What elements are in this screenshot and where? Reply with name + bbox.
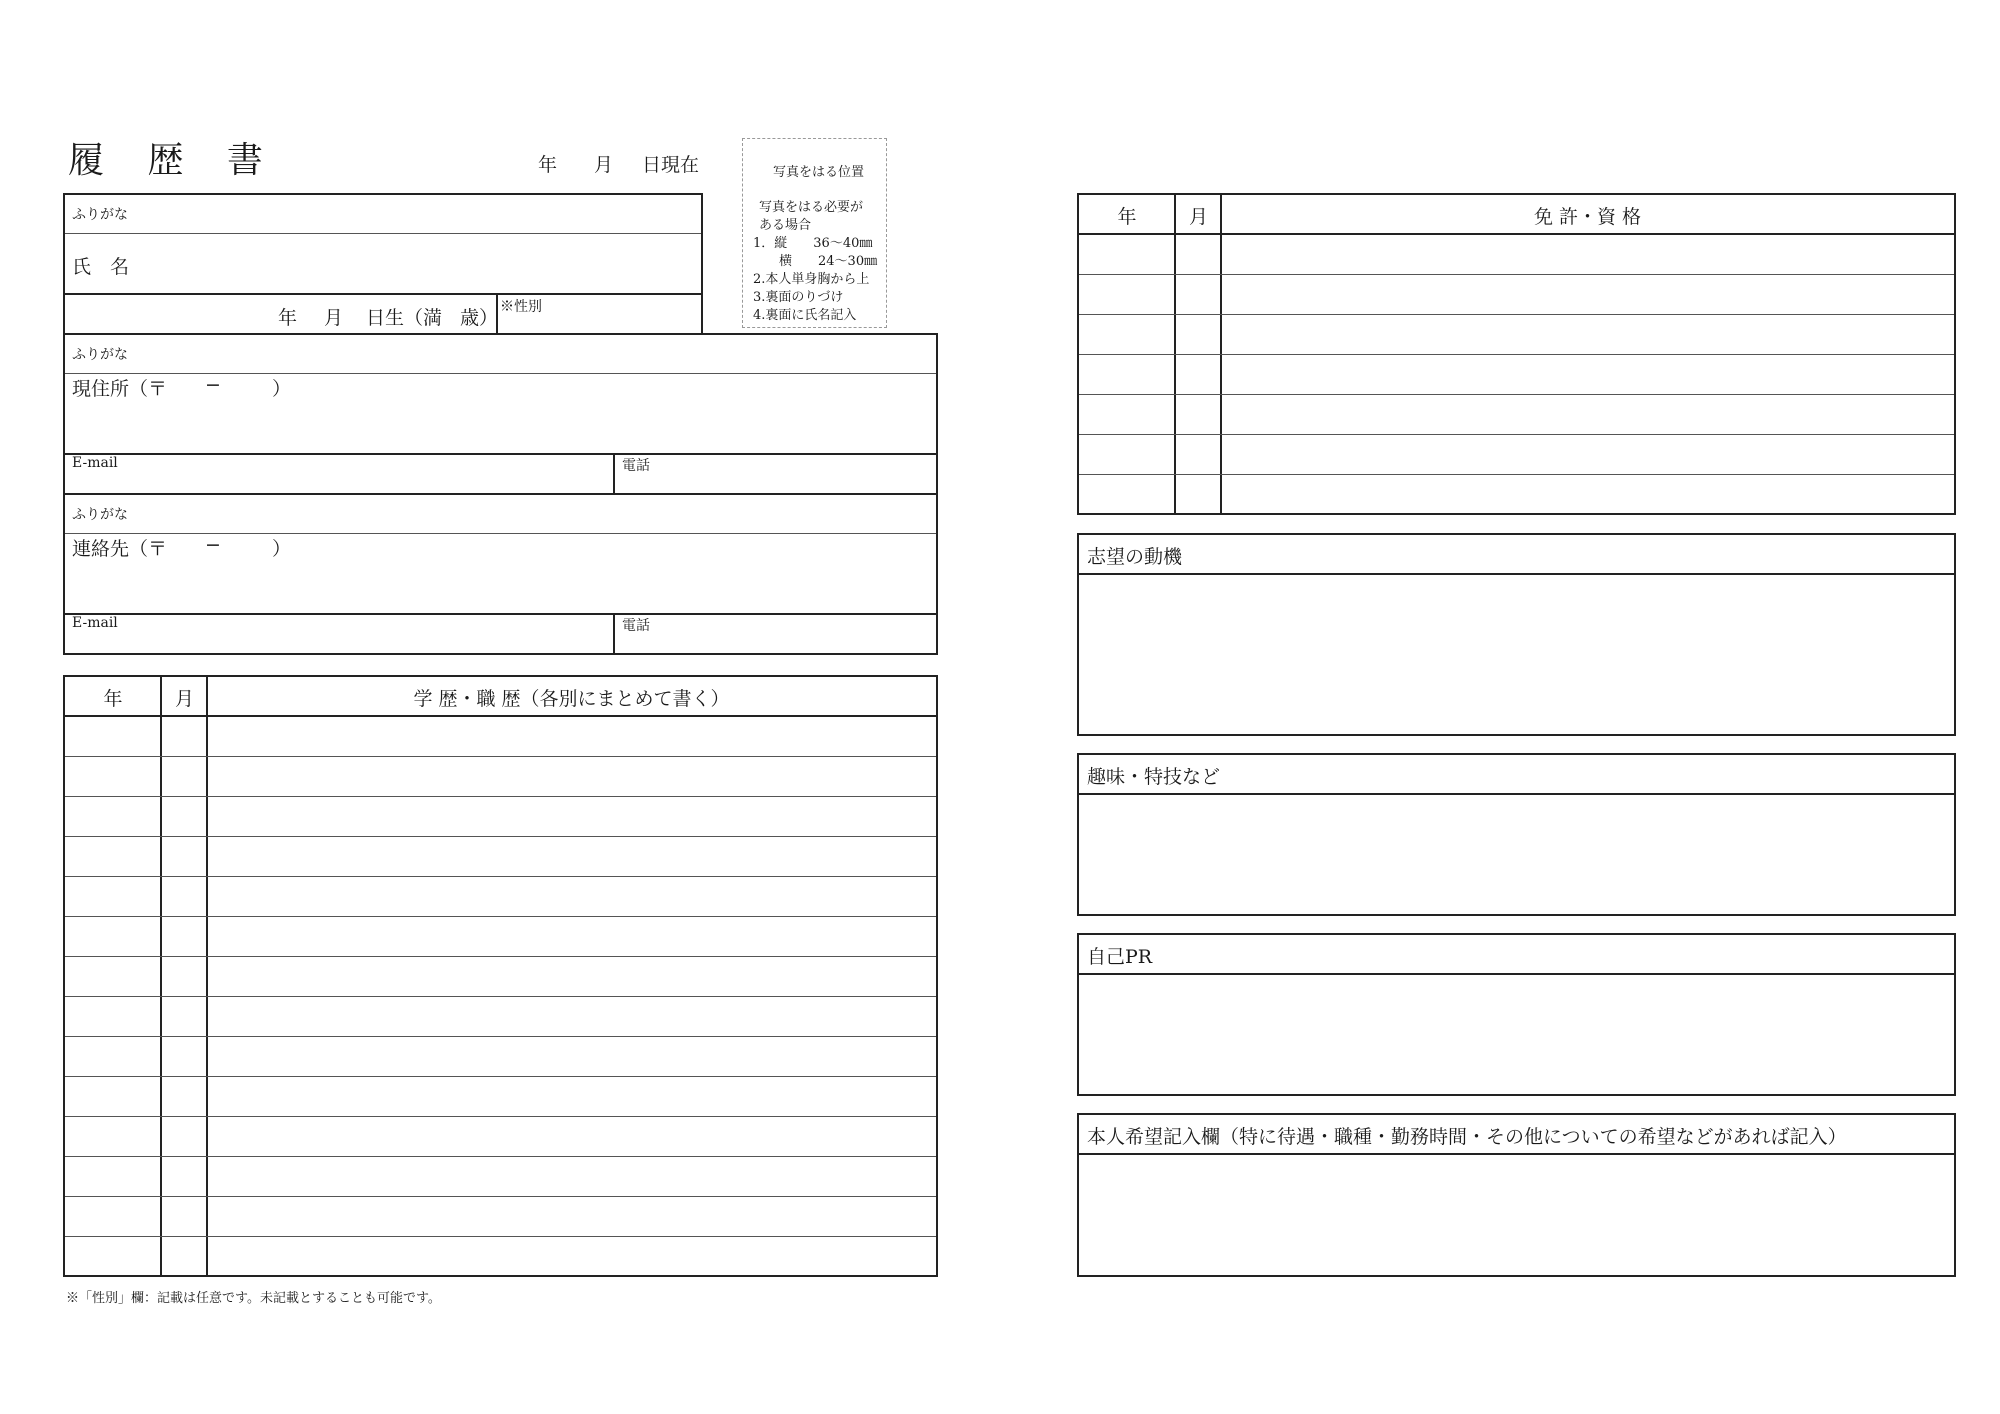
license-month-cell[interactable] (1177, 356, 1218, 392)
history-col-month: 月 (174, 688, 194, 710)
history-detail-cell[interactable] (209, 998, 935, 1034)
history-year-cell[interactable] (66, 1198, 158, 1234)
history-month-cell[interactable] (163, 1198, 204, 1234)
photo-line: 2.本人単身胸から上 (753, 272, 870, 287)
history-year-cell[interactable] (66, 758, 158, 794)
address-phone-field[interactable] (616, 456, 936, 493)
history-month-cell[interactable] (163, 918, 204, 954)
self-pr-label: 自己PR (1087, 946, 1153, 968)
license-month-cell[interactable] (1177, 396, 1218, 432)
divider (65, 233, 701, 234)
license-month-cell[interactable] (1177, 236, 1218, 272)
history-month-cell[interactable] (163, 1158, 204, 1194)
date-month-label: 月 (594, 154, 614, 176)
contact-field[interactable] (65, 536, 936, 612)
history-detail-cell[interactable] (209, 1158, 935, 1194)
row-divider (65, 916, 936, 917)
licenses-header-divider (1077, 233, 1956, 235)
birth-age-label: 歳） (460, 307, 499, 329)
hobbies-field[interactable] (1080, 797, 1953, 913)
license-year-cell[interactable] (1080, 396, 1172, 432)
hobbies-label: 趣味・特技など (1087, 766, 1221, 788)
requests-label: 本人希望記入欄（特に待遇・職種・勤務時間・その他についての希望などがあれば記入） (1087, 1126, 1847, 1148)
history-detail-cell[interactable] (209, 878, 935, 914)
history-year-cell[interactable] (66, 838, 158, 874)
divider (63, 293, 703, 295)
address-email-field[interactable] (65, 456, 611, 493)
contact-postal-close: ） (272, 538, 292, 560)
licenses-col-detail: 免 許・資 格 (1533, 206, 1642, 228)
license-year-cell[interactable] (1080, 236, 1172, 272)
license-detail-cell[interactable] (1223, 316, 1953, 352)
date-year-label: 年 (538, 154, 558, 176)
license-year-cell[interactable] (1080, 436, 1172, 472)
history-header-divider (63, 715, 938, 717)
history-col-divider (206, 675, 208, 1277)
license-detail-cell[interactable] (1223, 396, 1953, 432)
divider (613, 453, 615, 495)
contact-email-field[interactable] (65, 616, 611, 653)
history-year-cell[interactable] (66, 998, 158, 1034)
license-month-cell[interactable] (1177, 276, 1218, 312)
address-postal-dash: − (205, 374, 221, 396)
history-detail-cell[interactable] (209, 718, 935, 754)
history-month-cell[interactable] (163, 838, 204, 874)
history-year-cell[interactable] (66, 1118, 158, 1154)
licenses-col-year: 年 (1117, 206, 1137, 228)
history-year-cell[interactable] (66, 878, 158, 914)
photo-line: 1．縦 36〜40㎜ (753, 236, 873, 251)
row-divider (65, 1156, 936, 1157)
license-detail-cell[interactable] (1223, 436, 1953, 472)
row-divider (1079, 274, 1954, 275)
history-month-cell[interactable] (163, 1118, 204, 1154)
contact-label: 連絡先（〒 (72, 538, 168, 560)
row-divider (65, 1076, 936, 1077)
history-detail-cell[interactable] (209, 758, 935, 794)
history-detail-cell[interactable] (209, 798, 935, 834)
gender-label: ※性別 (500, 299, 542, 315)
photo-line: 横 24〜30㎜ (753, 254, 878, 269)
address-furigana-label: ふりがな (72, 347, 128, 363)
license-month-cell[interactable] (1177, 476, 1218, 512)
license-year-cell[interactable] (1080, 356, 1172, 392)
divider (1077, 1153, 1956, 1155)
history-month-cell[interactable] (163, 878, 204, 914)
history-detail-cell[interactable] (209, 958, 935, 994)
name-field[interactable] (140, 236, 700, 292)
license-month-cell[interactable] (1177, 436, 1218, 472)
row-divider (65, 756, 936, 757)
history-month-cell[interactable] (163, 998, 204, 1034)
license-year-cell[interactable] (1080, 276, 1172, 312)
birth-day-label: 日生（満 (366, 307, 443, 329)
history-month-cell[interactable] (163, 1038, 204, 1074)
name-furigana-field[interactable] (65, 203, 701, 233)
row-divider (1079, 394, 1954, 395)
contact-phone-label: 電話 (622, 618, 650, 634)
history-month-cell[interactable] (163, 758, 204, 794)
history-detail-cell[interactable] (209, 918, 935, 954)
address-field[interactable] (65, 376, 936, 452)
contact-email-label: E-mail (72, 615, 118, 631)
row-divider (65, 836, 936, 837)
history-year-cell[interactable] (66, 918, 158, 954)
birth-year-label: 年 (278, 307, 298, 329)
history-col-detail: 学 歴・職 歴（各別にまとめて書く） (413, 688, 730, 710)
contact-phone-field[interactable] (616, 616, 936, 653)
photo-line: 写真をはる必要が (759, 200, 864, 215)
gender-field[interactable] (500, 296, 701, 333)
history-month-cell[interactable] (163, 718, 204, 754)
history-year-cell[interactable] (66, 1158, 158, 1194)
address-phone-label: 電話 (622, 458, 650, 474)
contact-furigana-field[interactable] (65, 503, 936, 533)
history-year-cell[interactable] (66, 1078, 158, 1114)
divider (63, 613, 938, 615)
gender-footnote: ※「性別」欄：記載は任意です。未記載とすることも可能です。 (66, 1291, 441, 1306)
motivation-label: 志望の動機 (1087, 546, 1183, 568)
history-detail-cell[interactable] (209, 1238, 935, 1274)
history-year-cell[interactable] (66, 798, 158, 834)
divider (63, 453, 938, 455)
licenses-col-month: 月 (1188, 206, 1208, 228)
photo-title: 写真をはる位置 (773, 165, 865, 180)
row-divider (65, 796, 936, 797)
history-month-cell[interactable] (163, 958, 204, 994)
row-divider (65, 1236, 936, 1237)
birth-month-label: 月 (324, 307, 344, 329)
address-label: 現住所（〒 (72, 378, 168, 400)
requests-field[interactable] (1080, 1157, 1953, 1274)
address-postal-close: ） (272, 378, 292, 400)
date-day-label: 日現在 (642, 154, 700, 176)
contact-furigana-label: ふりがな (72, 507, 128, 523)
history-month-cell[interactable] (163, 1078, 204, 1114)
photo-line: ある場合 (759, 218, 812, 233)
divider (1077, 973, 1956, 975)
photo-line: 4.裏面に氏名記入 (753, 308, 857, 323)
history-detail-cell[interactable] (209, 838, 935, 874)
page-title: 履 歴 書 (68, 140, 279, 181)
history-month-cell[interactable] (163, 1238, 204, 1274)
history-year-cell[interactable] (66, 958, 158, 994)
name-furigana-label: ふりがな (72, 207, 128, 223)
row-divider (65, 876, 936, 877)
license-detail-cell[interactable] (1223, 476, 1953, 512)
divider (1077, 573, 1956, 575)
license-detail-cell[interactable] (1223, 356, 1953, 392)
divider (613, 613, 615, 655)
name-label: 氏 名 (72, 256, 130, 278)
license-month-cell[interactable] (1177, 316, 1218, 352)
row-divider (65, 1036, 936, 1037)
license-year-cell[interactable] (1080, 476, 1172, 512)
motivation-field[interactable] (1080, 577, 1953, 733)
row-divider (65, 956, 936, 957)
license-detail-cell[interactable] (1223, 276, 1953, 312)
license-year-cell[interactable] (1080, 316, 1172, 352)
history-year-cell[interactable] (66, 1038, 158, 1074)
row-divider (1079, 314, 1954, 315)
divider (65, 533, 936, 534)
address-furigana-field[interactable] (65, 343, 936, 373)
row-divider (65, 996, 936, 997)
history-month-cell[interactable] (163, 798, 204, 834)
row-divider (65, 1116, 936, 1117)
self-pr-field[interactable] (1080, 977, 1953, 1093)
history-detail-cell[interactable] (209, 1118, 935, 1154)
row-divider (65, 1196, 936, 1197)
photo-line: 3.裏面のりづけ (753, 290, 844, 305)
row-divider (1079, 474, 1954, 475)
history-year-cell[interactable] (66, 1238, 158, 1274)
row-divider (1079, 354, 1954, 355)
history-detail-cell[interactable] (209, 1198, 935, 1234)
history-col-divider (160, 675, 162, 1277)
birthdate-field[interactable] (66, 296, 494, 333)
contact-postal-dash: − (205, 534, 221, 556)
history-detail-cell[interactable] (209, 1078, 935, 1114)
row-divider (1079, 434, 1954, 435)
address-email-label: E-mail (72, 455, 118, 471)
divider (65, 373, 936, 374)
license-detail-cell[interactable] (1223, 236, 1953, 272)
history-detail-cell[interactable] (209, 1038, 935, 1074)
photo-area[interactable] (742, 138, 887, 328)
history-col-year: 年 (103, 688, 123, 710)
divider (1077, 793, 1956, 795)
history-year-cell[interactable] (66, 718, 158, 754)
